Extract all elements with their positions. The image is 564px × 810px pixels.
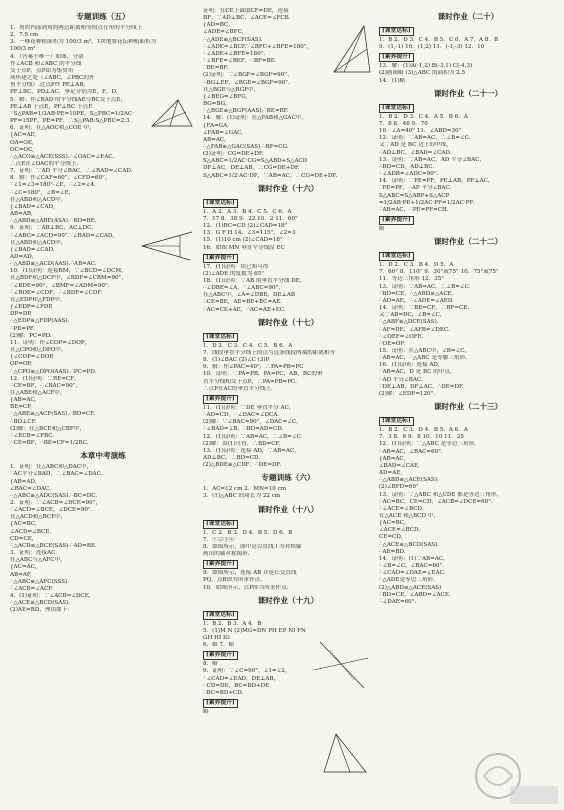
text-line: ∵AB=AC，∴PE=PF=CH. (379, 206, 449, 213)
section-title: 专题训练（五） (76, 12, 130, 21)
text-line: 17．(1)证明：由已知可得 (203, 263, 269, 270)
text-line: (2)AE=BD，理由如下： (10, 607, 73, 614)
subheading: [课堂达标] (379, 252, 414, 261)
text-line: 在△ABC中，∠A=∠DBE，DE⊥AB (203, 292, 295, 299)
text-line: ∴△ADE是等边三角形. (379, 577, 435, 584)
text-line: ∴△ABD≌△ACE(SAS). (379, 477, 439, 484)
text-line: 14．证明：∵PE=PF，PE⊥AB，PF⊥AC， (379, 178, 494, 185)
text-line: ∴BG⊥EF，∠BGE=∠BGF=90°. (203, 79, 290, 86)
section-body (379, 250, 557, 398)
subheading: [课堂达标] (203, 199, 238, 208)
text-line: OA=OE, (10, 139, 34, 146)
text-line: ∴点E在∠OAC的平分线上. (10, 160, 79, 167)
text-line: 9．解：作∠PAC=40°，∴PA=PB=PC (203, 364, 304, 371)
text-line: 5．解：作∠BAD 的平分线AE与BC交于点E， (10, 96, 127, 103)
text-line: ∠ACD=∠BCE, (10, 528, 52, 535)
text-line: AD=AD, (10, 254, 34, 260)
text-line: (2)证明：∵∠BGF=∠BGF=90°， (203, 72, 293, 79)
text-line: S△ABC=1/2AC·CG=S△ABD+S△ACD (203, 158, 308, 165)
text-line: 画出的轴对称图形. (203, 551, 250, 558)
text-line: ∴AD=AE，∴∠ADE=∠AED. (379, 297, 454, 304)
text-line: {AB=AC, (379, 455, 406, 462)
text-line: 场所建之处（∠ABC，∠PBC的外 (10, 75, 95, 82)
text-line: OC=OC, (10, 146, 34, 153)
text-line: ∴AD=CD，∴∠DAC=∠DCA. (203, 412, 280, 419)
text-line: 15．(1)10 cm (2)∠CAD=18° (203, 237, 283, 244)
subheading: [素养提升] (379, 216, 414, 225)
text-line: AD=AE, (379, 470, 403, 477)
text-line: 13．G F H 14．∠3=115°，∠2=3 (203, 230, 296, 237)
text-line: 14．解：(1)证明：在△FAB和△GAC中， (203, 115, 307, 122)
text-line: 12．证明：∵AB=AC，∴∠B=∠C. (379, 135, 471, 142)
text-line: 12．(1)证明：∵△ABC 是等边三角形， (379, 441, 480, 448)
text-line: 14．证明：∵BE=CF，∴BF=CE. (379, 305, 470, 312)
text-line: 角平分线）.过点P作 PE⊥AB， (10, 82, 89, 89)
text-line: CD=CE, (10, 535, 34, 542)
text-line: ∵S△PAB=1/2AB·PE=10PE，S△PBC=1/2AC· (10, 110, 134, 117)
text-line: AB=AB, (10, 211, 33, 218)
text-line: {∠BAD=∠CAD, (10, 203, 55, 210)
text-line: ∴AB=AC，∴△ABC 是等腰三角形. (379, 355, 467, 362)
text-line: 10．证明：∵PA=PB，PA=PC，AB，BC的垂 (203, 371, 323, 378)
text-line: ∠FAB=∠GAC, (203, 129, 243, 136)
text-line: ∴∠BDE=∠CDF，∴∠BDF=∠CDF. (10, 289, 103, 296)
text-line: ∴∠ACD=∠BCE，∠DCE=90°. (10, 507, 93, 514)
text-line: PQ，点B即为所求作点. (203, 577, 262, 584)
text-line: ∴∠ECB=∠FBC. (10, 432, 55, 439)
section-title: 专题训练（六） (261, 473, 315, 483)
text-line: {AC=AC, (10, 564, 37, 571)
text-line: 在△EDP和△FDP中， (10, 296, 66, 303)
section-body (379, 415, 557, 606)
subheading: [素养提升] (379, 53, 414, 62)
text-line: ∴△ABE≌△ACF(SAS).∴BD=CF. (10, 411, 96, 418)
triangle-figure (148, 96, 196, 130)
text-line: CE=CD, (379, 534, 403, 541)
text-line: ∵AC平分∠BAD，∴∠BAC=∠DAC. (10, 471, 103, 478)
text-line: 略 (379, 225, 385, 232)
text-line: 在△ABD和△ACD中， (10, 196, 67, 203)
text-line: 1．A 2．A 3．B 4．C 5．C 6．A (203, 208, 292, 215)
section-body (379, 25, 557, 85)
text-line: 在△ACE 和△BCD 中， (379, 512, 439, 519)
text-line: 3．(1)△ABC 的周长为 22 cm (203, 493, 281, 500)
text-line: ∴∠BAD=∠B，∴BD=AD=CD. (203, 426, 284, 433)
text-line: 8．(1)∠BAC (2)∠C (3)P (203, 357, 270, 364)
text-line: (2)△BDE≌△CDF，∴DE=DF. (203, 462, 282, 469)
text-line: 1．B 2．B 3．A 4．B (203, 620, 262, 627)
text-line: 7．线段垂直平分线上的点与这条线段两端的距离相等 (203, 349, 336, 356)
text-line: ∴∠ACB=∠ACF. (10, 585, 54, 592)
text-line: ∴∠OEF=∠OFE. (379, 333, 424, 340)
text-line: ∴∠DBE=∠A，∵∠ABC=90°， (203, 285, 284, 292)
subheading: [课堂达标] (203, 520, 238, 529)
text-line: 9．证明：∵∠C=90°，∠1=∠2， (203, 668, 291, 675)
section-title: 课时作业（十七） (257, 317, 319, 327)
text-line: 7．60° 8．110° 9．30°或75° 10．75°或75° (379, 269, 499, 276)
text-line: (2)画图略 (3)△ABC 的面积为 2.5 (379, 70, 466, 77)
section-title: 课时作业（二十一） (433, 88, 503, 98)
text-line: 10．如图所示，点P即为所求作点. (203, 584, 289, 591)
text-line: 10．(1)证明：连接BM，∵∠BCD=∠DCM， (10, 268, 127, 275)
text-line: 7．证明：∵AD 平分∠BAC，∴∠BAD=∠CAD. (10, 168, 133, 175)
text-line: ∠BAC=∠DAC, (10, 485, 51, 492)
text-line: ∵DE⊥AB，DF⊥AC，∴DE=DF. (379, 383, 464, 390)
text-line: ∵∠1=∠3=180°-∠E，∴∠2=∠4. (10, 182, 96, 189)
text-line: 1．C 2．B 3．D 4．B 5．D 6．B (203, 529, 293, 536)
section-title: 课时作业（二十三） (433, 402, 503, 412)
section-title: 本章中考演练 (80, 451, 126, 461)
section-title: 课时作业（十八） (257, 504, 319, 514)
text-line: ∴△ADE≌△BCF(SAS). (203, 36, 263, 43)
section-body (203, 518, 373, 592)
text-line: DP=DP, (10, 311, 32, 318)
text-line: (2)解：∠EDF=120°. (379, 390, 436, 397)
text-line: 9．如图所示，连接 AB 并延长交直线 (203, 570, 297, 577)
text-line: 13．证明：∵AB=AC，AD 平分∠BAC， (379, 156, 486, 163)
text-line: ∴AC=CE+AE，∴AC=AE+EC. (203, 306, 286, 313)
text-line: 在△ABE和△ACF中， (10, 389, 66, 396)
text-line: 13．证明：∵AB=AC，∴∠B=∠C. (379, 283, 471, 290)
reflection-figure (310, 640, 372, 690)
text-line: ∴AD 平分∠BAC. (379, 376, 423, 383)
text-line: 10．∠A=40° 11．∠ABD=30° (379, 128, 462, 135)
text-line: ∴AE=BD. (379, 548, 406, 555)
text-line: 2．7.5 cm (10, 32, 39, 39)
text-line: 1．证明：在△ABC和△DAC中， (10, 464, 93, 471)
text-line: 13．(1)证明：连接 AD，∵AB=AC， (203, 447, 300, 454)
text-line: (2)∠ADE 的度数为 65° (203, 270, 265, 277)
text-line: ∴∠B=∠C，∠BAC=60°. (379, 563, 445, 570)
text-line: 100/3 m² (10, 46, 36, 53)
text-line: ∴点P在AC的垂直平分线上. (203, 385, 273, 392)
text-line: AB=AF, (10, 571, 32, 578)
text-line: ∴∠ADE+∠BFE=180°. (203, 50, 266, 57)
text-line: {∠COP=∠DOP, (10, 354, 54, 361)
text-line: 作∠ACB 和∠ABC 的平分线 (10, 60, 82, 67)
text-line: 7．8 8．46 9．70 (379, 120, 428, 127)
text-line: ∴OE=OF. (379, 340, 406, 347)
text-line: ∴BD=CD，AD⊥BC. (379, 163, 435, 170)
text-line: ∴CE=BE，AE=BE+EC=AE. (203, 299, 283, 306)
text-line: PF⊥BC，PD⊥AC，垂足分别为E，F，D. (10, 89, 118, 96)
subheading: [课堂达标] (203, 333, 238, 342)
subheading: [素养提升] (203, 254, 238, 263)
text-line: 在△BDF和△DCF中，∠BDF=∠CBM=90°， (10, 275, 127, 282)
text-line: 8．如图所示，图中是以直线 l 为对称轴 (203, 543, 302, 550)
text-line: ∴BD⊥CF. (10, 418, 37, 425)
text-line: 1．B 2．C 3．D 4．B 5．A 6．A (379, 427, 468, 434)
text-line: 6．略 7．略 (203, 642, 235, 649)
text-line: ∴△ACE≌△BCD(SAS). (10, 600, 71, 607)
text-line: {∠EDP=∠FDP, (10, 304, 53, 311)
text-line: ∴△ACO≌△ACE(SSS).∴∠OAC=∠EAC. (10, 153, 115, 160)
text-line: DF⊥AC，DE⊥AB，∴CG=DE+DF. (203, 165, 300, 172)
text-line: 在△ABC与△AFC中， (10, 557, 66, 564)
text-line: ∴△EDP≌△FDP(AAS). (10, 318, 70, 325)
text-line: BF，∵AD⊥BC，∠ACE=∠FCB. (203, 15, 291, 22)
text-line: ∠BAD=∠CAE, (379, 462, 420, 469)
text-line: {AB=AC, (10, 397, 37, 404)
section-title: 课时作业（二十二） (433, 237, 503, 247)
text-line: ∴△CPO≌△DPO(AAS).∴PC=PD. (10, 368, 97, 375)
triangle-figure (330, 22, 374, 78)
text-line: 16．如图 MN 垂直平分线段 EC (203, 244, 285, 251)
text-line: ∴∠C=180°，∠B=∠E， (10, 189, 75, 196)
subheading: [课堂达标] (203, 611, 238, 620)
triangle-figure (320, 730, 370, 776)
text-line: 7．17 8．38 9．22 10．2 11．60° (203, 215, 298, 222)
text-line: ∴∠ABC=∠ACD=90°.∵∠BAD=∠CAD， (10, 232, 118, 239)
text-line: {AC=AE, (10, 132, 37, 139)
section-title: 课时作业（十六） (257, 183, 319, 193)
text-line: 6．证明：在△AOC和△COE 中， (10, 125, 95, 132)
text-line: 9．(1,-1) 10．(1,2) 11．(-1,-3) 12．10 (379, 44, 485, 51)
text-line: ∴CE=BF，∴BE=CF=1/2BC. (10, 440, 89, 447)
subheading: [素养提升] (203, 395, 238, 404)
section-title: 课时作业（十九） (257, 595, 319, 605)
text-line: 在△ABD和△ACD中， (10, 239, 67, 246)
text-line: ∴∠DAE=60°. (379, 598, 417, 605)
text-line: ∴△ABC≌△ADC(SAS).∴BC=DC. (10, 492, 98, 499)
text-line: ∠ACE=∠BCD, (379, 527, 421, 534)
subheading: [课堂达标] (379, 104, 414, 113)
subheading: [素养提升] (203, 560, 238, 569)
text-line: {AB=AD, (10, 478, 37, 485)
text-line: ∴PE=PF，∴AP 平分∠BAC. (379, 185, 452, 192)
text-line: ∴∠ACE=∠BCD. (379, 505, 424, 512)
text-line: PF=15PF，PE=PF，∴S△PAB:S△PBC=2:3. (10, 118, 132, 125)
text-line: 3．证明：连接AC. (10, 550, 58, 557)
text-line: S△ABC=S△ABP+S△ACP (379, 192, 450, 199)
subheading: [课堂达标] (379, 27, 414, 36)
text-line: (2)△ABD≌△ACE(SAS) (379, 584, 442, 591)
text-line: BE=CF, (10, 404, 32, 411)
text-line: =1/2AB·PE+1/2AC·PF=1/2AC·PF. (379, 199, 475, 206)
text-line: 略 (203, 709, 209, 716)
angle-figure (140, 228, 194, 262)
text-line: 11．等边三角形 12．35° (379, 276, 445, 283)
text-line: 2．证明：∵∠ACB=∠DCE=90°， (10, 500, 102, 506)
text-line: 在△CPO和△DPO中， (10, 347, 67, 354)
text-line: GH HI IG (203, 635, 230, 641)
text-line: S△ABC=1/2·AC·DF，∵AB=AC，∴CG=DE+DF. (203, 172, 338, 179)
text-line: ∴AD⊥BC，∠BAD=∠CAD. (379, 149, 452, 156)
text-line: 8．解：作∠CAF=60°，∠CFD=60°， (10, 175, 111, 182)
text-line: 13．证明：∵△ABC 和△CDE 都是等边三角形， (379, 491, 502, 498)
text-line: 在△ACD和△BCE中， (10, 514, 67, 521)
text-line: ∴∠CAD=∠EAD，DE⊥AB， (203, 675, 280, 682)
text-line: 12．(1)证明：∵BE=CF， (10, 375, 80, 382)
text-line: (2)解：∵∠BAC=90°，∠DAC=∠C， (203, 419, 302, 426)
text-line: ∴△ABF≌△DCE(SAS). (379, 319, 439, 326)
text-line: ∴△FAB≌△GAC(SAS).∴BF=CG. (203, 143, 289, 150)
section-body (203, 331, 373, 470)
text-line: ∴△ABC≌△AFC(SSS). (10, 578, 70, 585)
text-line: ∴△ACD≌△BCE(SAS).∴AD=BE. (10, 542, 97, 549)
watermark-logo-icon (470, 748, 560, 808)
text-line: 11．证明：作∠COP=∠DOP， (10, 339, 91, 346)
text-line: 5．(1)M N (2)MG=DN PH EP NI FN (203, 627, 306, 634)
text-line: AB=AC, (203, 136, 226, 143)
text-line: ∴AB=AC，∠BAC=60°. (379, 448, 443, 455)
text-line: 7．3 8．6 9．8 10．10 11．25 (379, 434, 464, 441)
text-line: OP=OP, (10, 361, 33, 368)
text-line: AD⊥BC，∴BD=CD. (203, 454, 261, 461)
text-line: 1．AC=12 cm 2．MN=10 cm (203, 486, 287, 493)
text-line: 证明：在CE上截取CF=DE，连接 (203, 8, 289, 14)
text-line: 14．证明：(1)∵AB=AC， (379, 555, 449, 562)
text-line: 4．(1)证明：∵∠ACB=∠DCE， (10, 593, 95, 600)
text-line: 1．B 2．D 3．C 4．B 5．C 6．A 7．A 8．B (379, 37, 499, 43)
text-line: ∴AC=BC，CE=CD，∠ACB=∠DCE=60°. (379, 498, 493, 505)
text-line: {∠BEG=∠BFG, (203, 93, 248, 100)
text-line: 3．一株花种植面积为 100/3 m²，1块地要花坛种植面积为 (10, 39, 157, 46)
text-line: 7．①②③④ (203, 536, 235, 543)
text-line: 直平分线相交于点P，∴PA=PB=PC. (203, 378, 297, 385)
text-line: {∠BAD=∠CAD, (10, 246, 55, 253)
text-line: 14．(1)略 (379, 77, 406, 84)
text-line: 1．D 2．C 3．C 4．C 5．B 6．A (203, 342, 293, 349)
text-line: ∴△ABD≌△ACD(AAS).∴AB=AC. (10, 261, 97, 268)
text-line: ∴BC=BD+CD. (203, 689, 244, 696)
text-line: 在△BGE与△BGF中， (203, 86, 260, 93)
text-line: ∵BD=CE，∴△ABD≌△ACE. (379, 290, 454, 297)
text-line: 16．(1)证明：连接 AD， (379, 362, 444, 369)
text-line: ∴BD=CE，∠ABD=∠ACE. (379, 591, 451, 598)
text-line: 4．（答案不唯一）如图，分别 (10, 53, 84, 60)
text-line: 13．解：(1)A(-1,2) B(-3,1) C(-4,3) (379, 63, 473, 70)
text-line: ∴BE=BF. (203, 65, 229, 72)
subheading: [课堂达标] (379, 417, 414, 426)
section-body (203, 197, 373, 314)
text-line: (2)解：由(1)可得，∴BD=CF. (203, 440, 281, 447)
text-line: ∴∠BDE=90°，∠BMF=∠ADM=90°. (10, 282, 110, 289)
text-line: 9．证明：∵AB⊥BC，AC⊥DC， (10, 225, 97, 232)
text-line: {AC=BC, (10, 521, 37, 528)
section-body (203, 486, 373, 500)
section-body (379, 102, 557, 233)
subheading: [素养提升] (203, 699, 238, 708)
text-line: ∴CE=BF，∴∠BAC=90°， (10, 382, 82, 389)
text-line: 15．证明：在△ABC中，∠B=∠C， (379, 348, 471, 354)
text-line: (2)解：在△BCE和△CBF中， (10, 425, 85, 432)
text-line: 1．角的内部到角的两边距离相等的点在角的平分线上 (10, 25, 143, 31)
text-line: 12．(1)证明：∵AB=AC，∴∠B=∠C. (203, 433, 303, 440)
text-line: {AC=BC, (379, 520, 406, 527)
text-line: 12．(1)BC=CD (2)∠CAD=18° (203, 223, 288, 230)
text-line: ∴△ABD≌△ABE(ASA).∴BD=BE. (10, 218, 97, 225)
text-line: ∴∠ADE=∠BCF.∵∠BFC+∠BFE=180°， (203, 43, 313, 50)
subheading: [素养提升] (203, 651, 238, 660)
text-line: 1．B 2．D 3．C 4．A 5．B 6．A (379, 113, 468, 120)
text-line: ∴CD=DE，BC=BD+DE (203, 682, 270, 689)
text-line: ∴△ACE≌△BCD(SAS). (379, 541, 440, 548)
text-line: (2)∠BFD=60° (379, 484, 419, 491)
text-line: ∴∠ADB=∠ADC=90°. (379, 171, 439, 178)
text-line: ∵AB=AC，D 是 BC 的中点， (379, 369, 456, 376)
text-line: BG=BG, (203, 101, 227, 108)
text-line: ∴△BGE≌△BGF(AAS).∴BE=BF. (203, 108, 289, 115)
text-line: (2)证明：CG=DE+DF. (203, 151, 264, 158)
text-line: {AD=BC, (203, 22, 230, 29)
text-line: ∵∠BFE=∠BEF，∴BF=BE. (203, 58, 277, 65)
text-line: 8．略 (203, 661, 218, 668)
text-line: ∴AF=DE，∠AFB=∠DEC. (379, 326, 450, 333)
text-line: 18．(1)证明：∵AB 的垂直平分线 DE， (203, 278, 306, 284)
text-line: PE⊥AB 于点E，PF⊥BC 于点F. (10, 103, 94, 110)
text-line: {FA=GA, (203, 122, 229, 129)
text-line: 11．(1)证明：∵DE 垂直平分 AC， (203, 404, 295, 411)
text-line: (2)解：PC=PD. (10, 332, 52, 339)
text-line: 又∵AB=DC，∠B=∠C， (379, 312, 446, 319)
text-line: 1．D 2．C 3．B 4．D 5．A (379, 262, 454, 269)
text-line: ∠ADE=∠BFC, (203, 29, 244, 36)
text-line: ∴PE=PF. (10, 325, 35, 332)
text-line: 交于点P，点P即为集贸市 (10, 67, 74, 74)
section-body (10, 464, 196, 614)
column-right (379, 8, 557, 802)
text-line: 又∵AD 是 BC 边上的中线， (379, 142, 452, 149)
section-title: 课时作业（二十） (437, 12, 499, 21)
text-line: ∴∠CAD=∠DAE=∠EAC. (379, 570, 446, 577)
